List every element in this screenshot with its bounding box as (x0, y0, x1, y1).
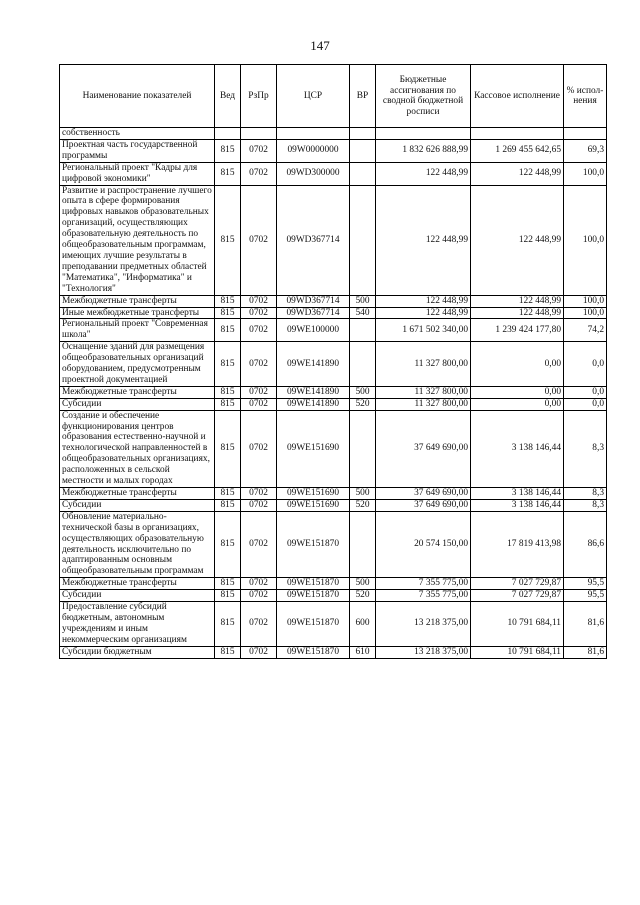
cell-rzpr: 0702 (241, 139, 277, 162)
table-row (60, 590, 607, 602)
cell-rzpr: 0702 (241, 590, 277, 602)
cell-ved: 815 (215, 646, 241, 658)
cell-budget: 37 649 690,00 (376, 488, 471, 500)
cell-cash (471, 128, 564, 140)
cell-vr: 520 (350, 499, 376, 511)
cell-csr: 09WE151870 (277, 646, 350, 658)
cell-vr: 540 (350, 307, 376, 319)
cell-name: Оснащение зданий для размещения общеобразовательных организаций оборудованием, предусмотренным проектной документацией (60, 342, 215, 387)
budget-execution-table (59, 64, 607, 659)
cell-ved: 815 (215, 139, 241, 162)
cell-percent: 8,3 (564, 488, 607, 500)
table-row (60, 646, 607, 658)
table-row (60, 342, 607, 387)
cell-percent: 0,0 (564, 342, 607, 387)
cell-vr (350, 128, 376, 140)
cell-percent: 81,6 (564, 602, 607, 647)
cell-budget: 1 832 626 888,99 (376, 139, 471, 162)
cell-ved: 815 (215, 386, 241, 398)
cell-ved: 815 (215, 185, 241, 295)
cell-percent: 8,3 (564, 410, 607, 487)
cell-vr (350, 511, 376, 577)
cell-cash: 3 138 146,44 (471, 410, 564, 487)
cell-csr: 09WE141890 (277, 342, 350, 387)
cell-ved: 815 (215, 295, 241, 307)
cell-name: Создание и обеспечение функционирования центров образования естественно-научной и технологической направленностей в общеобразовательных организациях, расположенных в сельской местности и малых городах (60, 410, 215, 487)
table-row (60, 386, 607, 398)
cell-name: Региональный проект "Кадры для цифровой экономики" (60, 162, 215, 185)
cell-rzpr: 0702 (241, 162, 277, 185)
table-row (60, 162, 607, 185)
header-rzpr: РзПр (241, 65, 277, 128)
cell-ved: 815 (215, 398, 241, 410)
table-row (60, 578, 607, 590)
cell-budget: 122 448,99 (376, 185, 471, 295)
cell-budget: 11 327 800,00 (376, 342, 471, 387)
cell-vr: 500 (350, 386, 376, 398)
cell-csr: 09WE151870 (277, 602, 350, 647)
cell-cash: 122 448,99 (471, 307, 564, 319)
cell-csr: 09W0000000 (277, 139, 350, 162)
table-row (60, 139, 607, 162)
cell-cash: 122 448,99 (471, 295, 564, 307)
cell-percent: 100,0 (564, 162, 607, 185)
cell-name: Предоставление субсидий бюджетным, автономным учреждениям и иным некоммерческим организациям (60, 602, 215, 647)
cell-name: Региональный проект "Современная школа" (60, 319, 215, 342)
cell-ved (215, 128, 241, 140)
cell-cash: 0,00 (471, 386, 564, 398)
table-row (60, 128, 607, 140)
cell-vr (350, 139, 376, 162)
cell-csr: 09WD367714 (277, 307, 350, 319)
cell-name: Субсидии (60, 398, 215, 410)
table-body (60, 128, 607, 659)
cell-rzpr (241, 128, 277, 140)
cell-name: Межбюджетные трансферты (60, 578, 215, 590)
cell-ved: 815 (215, 162, 241, 185)
cell-name: Развитие и распространение лучшего опыта в сфере формирования цифровых навыков образовательных организаций, осуществляющих образовательную деятельность по общеобразовательным программам, имеющих лучшие результаты в преподавании предметных областей "Математика", "Информатика" и "Технология" (60, 185, 215, 295)
cell-rzpr: 0702 (241, 185, 277, 295)
cell-cash: 10 791 684,11 (471, 646, 564, 658)
cell-budget: 122 448,99 (376, 295, 471, 307)
cell-percent (564, 128, 607, 140)
table-row (60, 295, 607, 307)
cell-budget: 1 671 502 340,00 (376, 319, 471, 342)
cell-vr: 600 (350, 602, 376, 647)
cell-budget: 11 327 800,00 (376, 386, 471, 398)
header-cash: Кассовое исполнение (471, 65, 564, 128)
cell-vr (350, 319, 376, 342)
header-name: Наименование показателей (60, 65, 215, 128)
cell-percent: 86,6 (564, 511, 607, 577)
cell-cash: 1 239 424 177,80 (471, 319, 564, 342)
table-row (60, 307, 607, 319)
cell-budget: 7 355 775,00 (376, 578, 471, 590)
cell-vr (350, 162, 376, 185)
cell-percent: 69,3 (564, 139, 607, 162)
cell-vr: 500 (350, 578, 376, 590)
header-csr: ЦСР (277, 65, 350, 128)
table-row (60, 602, 607, 647)
cell-cash: 122 448,99 (471, 162, 564, 185)
cell-name: Иные межбюджетные трансферты (60, 307, 215, 319)
cell-csr: 09WE151690 (277, 410, 350, 487)
cell-csr: 09WE151870 (277, 578, 350, 590)
cell-name: Межбюджетные трансферты (60, 386, 215, 398)
cell-percent: 74,2 (564, 319, 607, 342)
cell-vr: 520 (350, 398, 376, 410)
cell-percent: 100,0 (564, 295, 607, 307)
cell-cash: 7 027 729,87 (471, 578, 564, 590)
cell-vr: 500 (350, 295, 376, 307)
header-vr: ВР (350, 65, 376, 128)
cell-name: Субсидии (60, 499, 215, 511)
cell-rzpr: 0702 (241, 295, 277, 307)
table-row (60, 499, 607, 511)
cell-csr: 09WE141890 (277, 386, 350, 398)
header-percent: % испол-нения (564, 65, 607, 128)
cell-name: собственность (60, 128, 215, 140)
cell-rzpr: 0702 (241, 307, 277, 319)
cell-name: Субсидии (60, 590, 215, 602)
table-row (60, 185, 607, 295)
cell-budget: 11 327 800,00 (376, 398, 471, 410)
cell-vr: 610 (350, 646, 376, 658)
cell-percent: 95,5 (564, 578, 607, 590)
cell-csr: 09WE141890 (277, 398, 350, 410)
cell-ved: 815 (215, 307, 241, 319)
cell-cash: 17 819 413,98 (471, 511, 564, 577)
cell-percent: 0,0 (564, 386, 607, 398)
cell-rzpr: 0702 (241, 646, 277, 658)
cell-budget: 13 218 375,00 (376, 602, 471, 647)
cell-vr (350, 185, 376, 295)
cell-vr (350, 342, 376, 387)
cell-budget: 20 574 150,00 (376, 511, 471, 577)
table-row (60, 488, 607, 500)
cell-rzpr: 0702 (241, 398, 277, 410)
cell-vr (350, 410, 376, 487)
cell-rzpr: 0702 (241, 578, 277, 590)
cell-csr: 09WE151690 (277, 499, 350, 511)
header-ved: Вед (215, 65, 241, 128)
table-row (60, 410, 607, 487)
cell-percent: 8,3 (564, 499, 607, 511)
cell-cash: 0,00 (471, 342, 564, 387)
cell-ved: 815 (215, 319, 241, 342)
cell-budget: 37 649 690,00 (376, 499, 471, 511)
cell-ved: 815 (215, 602, 241, 647)
cell-csr: 09WD300000 (277, 162, 350, 185)
cell-name: Проектная часть государственной программы (60, 139, 215, 162)
cell-percent: 100,0 (564, 185, 607, 295)
cell-rzpr: 0702 (241, 488, 277, 500)
cell-csr (277, 128, 350, 140)
cell-rzpr: 0702 (241, 386, 277, 398)
cell-budget: 7 355 775,00 (376, 590, 471, 602)
cell-csr: 09WE151870 (277, 511, 350, 577)
cell-ved: 815 (215, 511, 241, 577)
cell-vr: 520 (350, 590, 376, 602)
cell-budget: 13 218 375,00 (376, 646, 471, 658)
page-number: 147 (310, 38, 330, 53)
cell-rzpr: 0702 (241, 499, 277, 511)
cell-cash: 1 269 455 642,65 (471, 139, 564, 162)
cell-percent: 95,5 (564, 590, 607, 602)
cell-budget (376, 128, 471, 140)
cell-ved: 815 (215, 488, 241, 500)
cell-csr: 09WE151870 (277, 590, 350, 602)
cell-name: Обновление материально-технической базы в организациях, осуществляющих образовательную деятельность исключительно по адаптированным основным общеобразовательным программам (60, 511, 215, 577)
cell-ved: 815 (215, 410, 241, 487)
cell-csr: 09WD367714 (277, 185, 350, 295)
cell-budget: 122 448,99 (376, 162, 471, 185)
cell-percent: 0,0 (564, 398, 607, 410)
header-budget: Бюджетные ассигнования по сводной бюджетной росписи (376, 65, 471, 128)
cell-percent: 100,0 (564, 307, 607, 319)
cell-csr: 09WE100000 (277, 319, 350, 342)
cell-csr: 09WE151690 (277, 488, 350, 500)
cell-name: Межбюджетные трансферты (60, 488, 215, 500)
cell-ved: 815 (215, 578, 241, 590)
cell-rzpr: 0702 (241, 602, 277, 647)
cell-ved: 815 (215, 342, 241, 387)
cell-name: Субсидии бюджетным (60, 646, 215, 658)
table-row (60, 511, 607, 577)
cell-rzpr: 0702 (241, 342, 277, 387)
cell-cash: 0,00 (471, 398, 564, 410)
table-row (60, 398, 607, 410)
cell-name: Межбюджетные трансферты (60, 295, 215, 307)
cell-cash: 3 138 146,44 (471, 488, 564, 500)
cell-cash: 3 138 146,44 (471, 499, 564, 511)
cell-csr: 09WD367714 (277, 295, 350, 307)
cell-rzpr: 0702 (241, 319, 277, 342)
cell-percent: 81,6 (564, 646, 607, 658)
cell-ved: 815 (215, 499, 241, 511)
cell-vr: 500 (350, 488, 376, 500)
cell-budget: 122 448,99 (376, 307, 471, 319)
cell-cash: 10 791 684,11 (471, 602, 564, 647)
cell-rzpr: 0702 (241, 410, 277, 487)
cell-ved: 815 (215, 590, 241, 602)
table-header-row (60, 65, 607, 128)
cell-rzpr: 0702 (241, 511, 277, 577)
cell-cash: 7 027 729,87 (471, 590, 564, 602)
cell-cash: 122 448,99 (471, 185, 564, 295)
table-row (60, 319, 607, 342)
cell-budget: 37 649 690,00 (376, 410, 471, 487)
